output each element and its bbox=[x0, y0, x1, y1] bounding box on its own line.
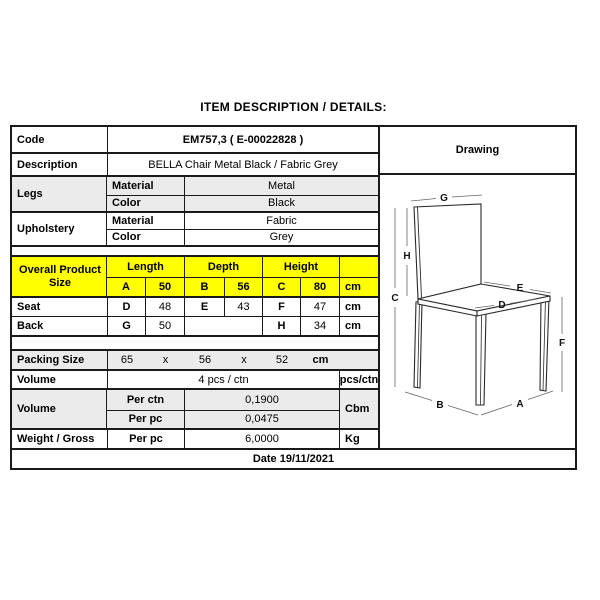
dim-c: C bbox=[262, 278, 300, 296]
dim-c-value: 80 bbox=[300, 278, 339, 296]
packing-height: 52 bbox=[275, 354, 289, 366]
dim-label-g: G bbox=[440, 193, 448, 204]
back-empty-cell bbox=[184, 317, 262, 335]
spec-table-main bbox=[12, 127, 380, 448]
weight-label: Weight / Gross bbox=[17, 433, 95, 445]
dim-e-value: 43 bbox=[224, 298, 262, 316]
dim-a-value: 50 bbox=[145, 278, 184, 296]
spacer-row bbox=[12, 335, 378, 349]
per-ctn-label: Per ctn bbox=[126, 393, 165, 406]
packing-label: Packing Size bbox=[17, 354, 85, 366]
drawing-header: Drawing bbox=[380, 127, 575, 175]
volume-unit: Cbm bbox=[339, 390, 378, 428]
dim-d: D bbox=[107, 298, 145, 316]
legs-color-row bbox=[107, 195, 378, 211]
weight-value: 6,0000 bbox=[184, 430, 339, 448]
legs-material-label: Material bbox=[112, 179, 154, 192]
description-row bbox=[12, 152, 378, 175]
legs-section bbox=[12, 175, 378, 211]
upholstery-material-value: Fabric bbox=[184, 213, 378, 229]
legs-material-row bbox=[107, 177, 378, 195]
overall-size-section bbox=[12, 255, 378, 296]
per-pc-label: Per pc bbox=[128, 413, 163, 426]
spec-table bbox=[10, 125, 577, 470]
date-row: Date 19/11/2021 bbox=[12, 448, 575, 468]
description-label: Description bbox=[17, 158, 78, 171]
description-value: BELLA Chair Metal Black / Fabric Grey bbox=[107, 154, 378, 175]
packing-values bbox=[107, 351, 378, 369]
overall-unit: cm bbox=[339, 278, 378, 296]
volume-label: Volume bbox=[12, 390, 107, 428]
packing-unit: cm bbox=[312, 354, 329, 366]
back-label: Back bbox=[17, 320, 44, 332]
per-pc-value: 0,0475 bbox=[184, 411, 339, 428]
dim-g-value: 50 bbox=[145, 317, 184, 335]
packing-row bbox=[12, 349, 378, 369]
weight-per-pc-label: Per pc bbox=[107, 430, 184, 448]
size-header-height: Height bbox=[262, 257, 339, 277]
dim-h: H bbox=[262, 317, 300, 335]
dim-e: E bbox=[184, 298, 224, 316]
volume-per-pc-row bbox=[107, 410, 339, 428]
dim-label-h: H bbox=[403, 251, 411, 262]
spacer-row bbox=[12, 245, 378, 255]
upholstery-material-row bbox=[107, 213, 378, 229]
packing-length: 65 bbox=[120, 354, 134, 366]
dim-label-e: E bbox=[516, 283, 524, 294]
dim-label-a: A bbox=[516, 399, 524, 410]
dim-label-f: F bbox=[558, 338, 566, 349]
overall-size-label: Overall Product Size bbox=[12, 257, 107, 296]
dim-d-value: 48 bbox=[145, 298, 184, 316]
size-header-depth: Depth bbox=[184, 257, 262, 277]
dim-b: B bbox=[184, 278, 224, 296]
legs-material-value: Metal bbox=[184, 177, 378, 195]
drawing-column bbox=[380, 127, 575, 448]
legs-color-value: Black bbox=[184, 196, 378, 211]
back-row bbox=[12, 316, 378, 335]
dim-f-value: 47 bbox=[300, 298, 339, 316]
volume-section bbox=[12, 388, 378, 428]
seat-label: Seat bbox=[17, 301, 41, 313]
dim-a: A bbox=[122, 280, 130, 293]
dim-label-c: C bbox=[391, 293, 399, 304]
drawing-area bbox=[380, 175, 575, 448]
dim-label-d: D bbox=[498, 300, 506, 311]
size-values-row bbox=[107, 277, 378, 296]
upholstery-color-value: Grey bbox=[184, 230, 378, 245]
volume-per-ctn-row bbox=[107, 390, 339, 410]
code-row bbox=[12, 127, 378, 152]
volume-pcs-value: 4 pcs / ctn bbox=[107, 371, 339, 388]
volume-pcs-unit: pcs/ctn bbox=[339, 371, 378, 388]
dim-f: F bbox=[262, 298, 300, 316]
code-label: Code bbox=[17, 133, 45, 146]
per-ctn-value: 0,1900 bbox=[184, 390, 339, 410]
upholstery-label: Upholstery bbox=[12, 213, 107, 245]
back-unit: cm bbox=[339, 317, 378, 335]
volume-pcs-row bbox=[12, 369, 378, 388]
upholstery-section bbox=[12, 211, 378, 245]
size-header-unit-empty bbox=[339, 257, 378, 277]
dim-b-value: 56 bbox=[224, 278, 262, 296]
upholstery-material-label: Material bbox=[112, 214, 154, 227]
page-title: ITEM DESCRIPTION / DETAILS: bbox=[200, 100, 387, 114]
weight-row bbox=[12, 428, 378, 448]
volume-pcs-label: Volume bbox=[17, 373, 56, 386]
upholstery-color-label: Color bbox=[112, 231, 141, 244]
size-header-length: Length bbox=[127, 260, 164, 273]
legs-label: Legs bbox=[12, 177, 107, 211]
dim-g: G bbox=[107, 317, 145, 335]
dim-label-b: B bbox=[436, 400, 444, 411]
seat-row bbox=[12, 296, 378, 316]
packing-x1: x bbox=[162, 354, 169, 366]
size-header-row bbox=[107, 257, 378, 277]
chair-drawing-icon bbox=[380, 175, 575, 448]
legs-color-label: Color bbox=[112, 197, 141, 210]
upholstery-color-row bbox=[107, 229, 378, 245]
code-value: EM757,3 ( E-00022828 ) bbox=[107, 127, 378, 152]
weight-unit: Kg bbox=[339, 430, 378, 448]
seat-unit: cm bbox=[339, 298, 378, 316]
dim-h-value: 34 bbox=[300, 317, 339, 335]
packing-depth: 56 bbox=[198, 354, 212, 366]
packing-x2: x bbox=[241, 354, 247, 366]
